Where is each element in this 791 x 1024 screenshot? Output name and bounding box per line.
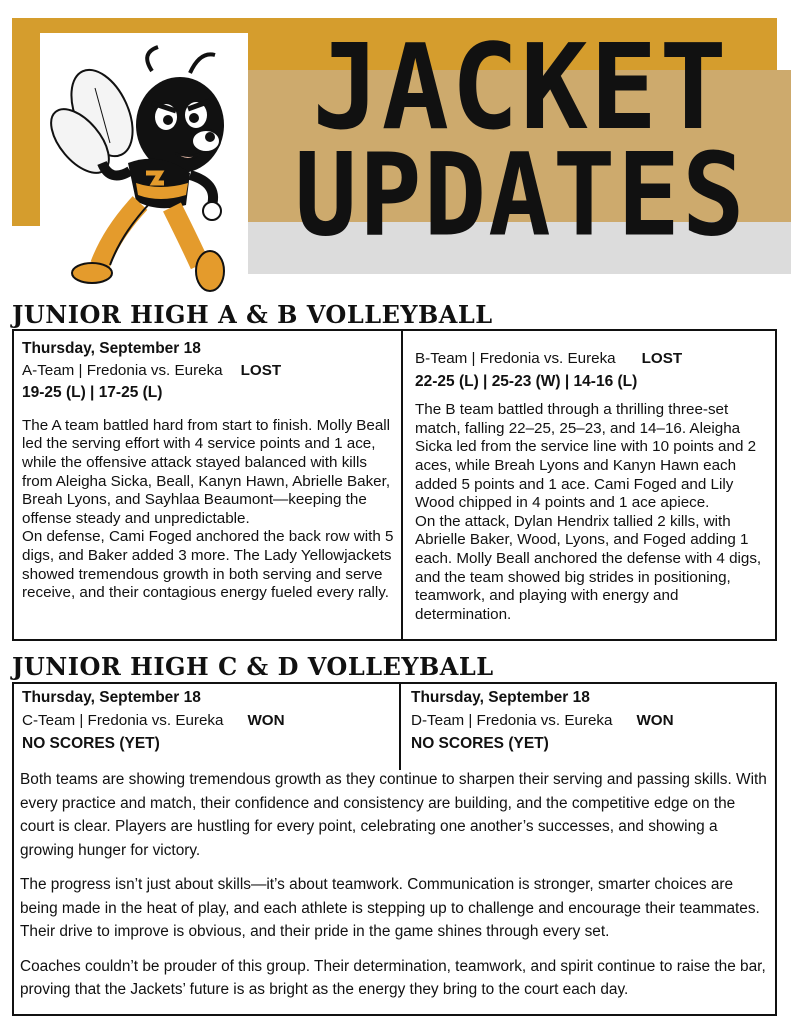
c-team-column (22, 689, 392, 754)
d-team-scores: NO SCORES (YET) (411, 735, 549, 753)
section-ab-left-border (12, 331, 14, 641)
a-team-matchup-line (22, 362, 396, 381)
section-ab-bottom-rule (12, 639, 777, 641)
a-team-column (22, 340, 396, 603)
b-team-paragraph-1: The B team battled through a thrilling three-set match, falling 22–25, 25–23, and 14–16. Aleigha Sicka led from the service line with 10 points and 2 aces, while Breah Lyons and Kanyn Hawn each added 5 points and 1 ace. Cami Foged and Lily Wood chipped in 4 points and 1 ace apiece. (415, 401, 757, 512)
mascot-logo (40, 33, 248, 295)
c-team-matchup-line (22, 712, 392, 731)
c-team-date: Thursday, September 18 (22, 689, 201, 706)
a-team-result: LOST (240, 361, 282, 379)
c-team-scores: NO SCORES (YET) (22, 735, 160, 753)
cd-paragraph-3: Coaches couldn’t be prouder of this group. Their determination, teamwork, and spirit continue to raise the bar, proving that the Jackets’ future is as bright as the energy they bring to the court each day. (20, 957, 766, 998)
a-team-scores: 19-25 (L) | 17-25 (L) (22, 384, 163, 402)
d-team-matchup: D-Team | Fredonia vs. Eureka (411, 711, 613, 729)
cd-paragraph-1: Both teams are showing tremendous growth as they continue to sharpen their serving and passing skills. With every practice and match, their confidence and consistency are building, and the competitive edge on the court is clear. Players are hustling for every point, celebrating one another’s successes, and showing a growing hunger for victory. (20, 771, 767, 859)
yellowjacket-mascot-icon (40, 33, 248, 295)
section-ab-divider (401, 331, 403, 641)
c-team-result: WON (247, 711, 285, 729)
section-ab-top-rule (12, 329, 777, 331)
d-team-result: WON (636, 711, 674, 729)
b-team-paragraph-2: On the attack, Dylan Hendrix tallied 2 kills, with Abrielle Baker, Wood, Lyons, and Foged adding 1 each. Molly Beall anchored the defense with 4 digs, and the team showed big strides in positioning, teamwork, and playing with energy and determination. (415, 512, 762, 623)
title-updates: UPDATES (294, 127, 747, 263)
cd-paragraph-2: The progress isn’t just about skills—it’s about teamwork. Communication is stronger, smarter choices are being made in the heat of play, and each athlete is stepping up to challenge and encourage their teammates. Their drive to improve is obvious, and their pride in the game shines through every set. (20, 876, 760, 940)
section-cd-heading: JUNIOR HIGH C & D VOLLEYBALL (12, 652, 494, 681)
section-cd-divider (399, 684, 401, 770)
a-team-paragraph-2: On defense, Cami Foged anchored the back row with 5 digs, and Baker added 3 more. The Lady Yellowjackets showed tremendous growth in both serving and serve receive, and their contagious energy fueled every rally. (22, 528, 394, 602)
section-ab-right-border (775, 331, 777, 641)
d-team-matchup-line (411, 712, 771, 731)
a-team-matchup: A-Team | Fredonia vs. Eureka (22, 361, 223, 379)
d-team-date: Thursday, September 18 (411, 689, 590, 706)
section-cd-top-rule (12, 682, 777, 684)
d-team-column (411, 689, 771, 754)
b-team-matchup: B-Team | Fredonia vs. Eureka (415, 350, 616, 367)
b-team-column (415, 350, 771, 624)
section-ab-heading: JUNIOR HIGH A & B VOLLEYBALL (12, 300, 493, 329)
b-team-matchup-line (415, 350, 771, 369)
b-team-scores: 22-25 (L) | 25-23 (W) | 14-16 (L) (415, 372, 638, 390)
b-team-result: LOST (641, 350, 683, 367)
cd-summary (20, 768, 772, 1002)
a-team-date: Thursday, September 18 (22, 340, 201, 357)
section-cd-left-border (12, 684, 14, 1016)
a-team-paragraph-1: The A team battled hard from start to finish. Molly Beall led the serving effort with 4 service points and 1 ace, while the offensive attack stayed balanced with kills from Aleigha Sicka, Beall, Kanyn Hawn, Abrielle Baker, Breah Lyons, and Sayhlaa Beaumont—keeping the offense steady and unpredictable. (22, 416, 391, 527)
title-jacket: JACKET (312, 19, 729, 157)
section-cd-bottom-rule (12, 1014, 777, 1016)
section-cd-right-border (775, 684, 777, 1016)
c-team-matchup: C-Team | Fredonia vs. Eureka (22, 711, 224, 729)
